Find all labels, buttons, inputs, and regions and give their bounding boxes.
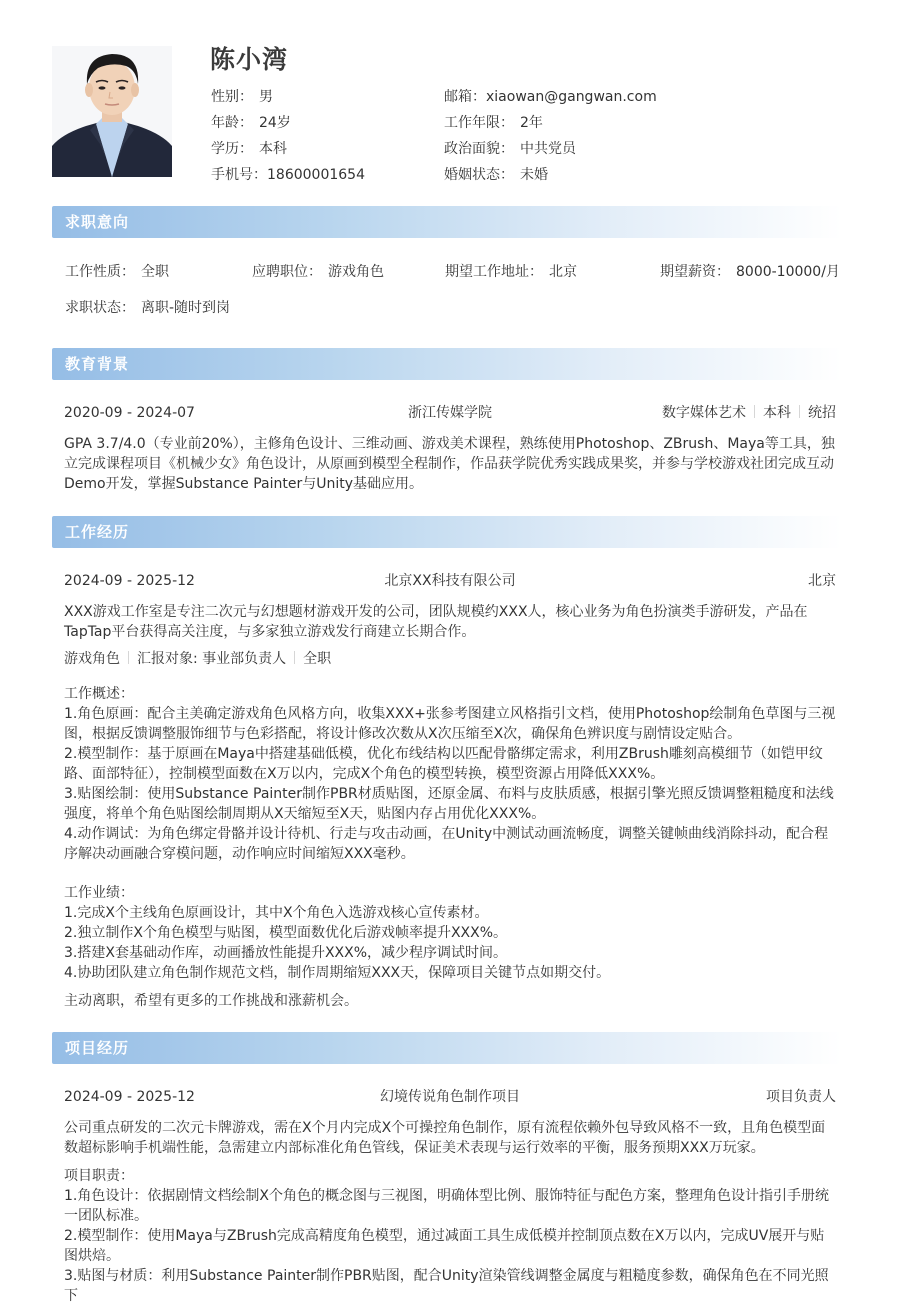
field-age [211,110,365,136]
section-title: 求职意向 [65,213,130,231]
work-achievements-title: 工作业绩： [64,885,134,901]
profile-right-fields [444,84,657,188]
section-header-education [52,348,842,380]
section-header-work [52,516,842,548]
work-overview-item: 4.动作调试：为角色绑定骨骼并设计待机、行走与攻击动画，在Unity中测试动画流畅度，调整关键帧曲线消除抖动，配合程序解决动画融合穿模问题，动作响应时间缩短XXX毫秒。 [64,826,829,862]
education-period: 2020-09 - 2024-07 [64,405,195,421]
work-overview-item: 2.模型制作：基于原画在Maya中搭建基础低模，优化布线结构以匹配骨骼绑定需求，利用ZBrush雕刻高模细节（如铠甲纹路、面部特征），控制模型面数在X万以内，完成X个角色的模型转换，模型资源占用降低XXX%。 [64,746,823,782]
profile-header [52,40,852,183]
intent-value: 游戏角色 [328,264,384,280]
field-marital-status [444,162,657,188]
work-company-intro: XXX游戏工作室是专注二次元与幻想题材游戏开发的公司，团队规模约XXX人，核心业务为角色扮演类手游研发，产品在TapTap平台获得高关注度，与多家独立游戏发行商建立长期合作。 [64,604,808,640]
divider [799,405,800,418]
candidate-name: 陈小湾 [210,45,289,74]
section-title: 项目经历 [65,1039,130,1057]
field-education [211,136,365,162]
work-leave-reason: 主动离职，希望有更多的工作挑战和涨薪机会。 [64,993,358,1009]
field-label: 婚姻状态： [444,167,514,183]
education-degree: 本科 [763,405,791,421]
intent-value: 北京 [549,264,577,280]
field-label: 政治面貌： [444,141,514,157]
field-label: 年龄： [211,115,253,131]
field-value: 24岁 [259,115,291,131]
divider [294,651,295,664]
field-value: xiaowan@gangwan.com [486,89,657,105]
profile-left-fields [211,84,365,188]
project-period: 2024-09 - 2025-12 [64,1089,195,1105]
project-duties-title: 项目职责： [64,1168,134,1184]
work-overview-item: 1.角色原画：配合主美确定游戏角色风格方向，收集XXX+张参考图建立风格指引文档，使用Photoshop绘制角色草图与三视图，根据反馈调整服饰细节与色彩搭配，将设计修改次数从X次压缩至X次，确保角色辨识度与剧情设定贴合。 [64,706,836,742]
field-label: 工作年限： [444,115,514,131]
intent-location [445,262,577,282]
profile-photo [52,46,172,177]
work-overview [64,684,836,864]
field-label: 邮箱： [444,89,486,105]
field-value: 2年 [520,115,543,131]
field-label: 学历： [211,141,253,157]
field-value: 本科 [259,141,287,157]
education-school: 浙江传媒学院 [408,405,492,421]
work-city: 北京 [808,573,836,589]
field-label: 手机号： [211,167,267,183]
work-achievement-item: 1.完成X个主线角色原画设计，其中X个角色入选游戏核心宣传素材。 [64,905,489,921]
work-tag-role: 游戏角色 [64,651,120,667]
intent-status [65,298,230,318]
intent-label: 求职状态： [65,300,135,316]
education-entry-header [64,402,836,424]
work-achievements [64,883,836,983]
intent-label: 工作性质： [65,264,135,280]
work-achievement-item: 2.独立制作X个角色模型与贴图，模型面数优化后游戏帧率提升XXX%。 [64,925,508,941]
project-duties [64,1166,836,1306]
work-period: 2024-09 - 2025-12 [64,573,195,589]
work-achievement-item: 3.搭建X套基础动作库，动画播放性能提升XXX%，减少程序调试时间。 [64,945,508,961]
education-details [662,402,836,424]
field-label: 性别： [211,89,253,105]
work-overview-item: 3.贴图绘制：使用Substance Painter制作PBR材质贴图，还原金属、布料与皮肤质感，根据引擎光照反馈调整粗糙度和法线强度，将单个角色贴图绘制周期从X天缩短至X天，贴图内存占用优化XXX%。 [64,786,834,822]
education-type: 统招 [808,405,836,421]
intent-value: 8000-10000/月 [736,264,840,280]
project-description: 公司重点研发的二次元卡牌游戏，需在X个月内完成X个可操控角色制作，原有流程依赖外包导致风格不一致，且角色模型面数超标影响手机端性能，急需建立内部标准化角色管线，保证美术表现与运行效率的平衡，服务预期XXX万玩家。 [64,1120,826,1156]
field-value: 未婚 [520,167,548,183]
field-political-status [444,136,657,162]
project-duty-item: 3.贴图与材质：利用Substance Painter制作PBR贴图，配合Unity渲染管线调整金属度与粗糙度参数，确保角色在不同光照下 [64,1268,829,1304]
intent-job-type [65,262,169,282]
project-duty-item: 1.角色设计：依据剧情文档绘制X个角色的概念图与三视图，明确体型比例、服饰特征与配色方案，整理角色设计指引手册统一团队标准。 [64,1188,829,1224]
field-work-years [444,110,657,136]
field-phone [211,162,365,188]
section-header-project [52,1032,842,1064]
intent-label: 应聘职位： [252,264,322,280]
section-title: 工作经历 [65,523,130,541]
project-entry-header [64,1086,836,1108]
project-role: 项目负责人 [766,1089,836,1105]
intent-value: 全职 [141,264,169,280]
work-overview-title: 工作概述： [64,686,134,702]
divider [754,405,755,418]
avatar [52,46,172,177]
field-email [444,84,657,110]
section-header-intent [52,206,842,238]
section-title: 教育背景 [65,355,130,373]
work-tag-report-to: 汇报对象: 事业部负责人 [137,651,287,667]
work-achievement-item: 4.协助团队建立角色制作规范文档，制作周期缩短XXX天，保障项目关键节点如期交付。 [64,965,611,981]
field-gender [211,84,365,110]
intent-position [252,262,384,282]
work-entry-header [64,570,836,592]
field-value: 中共党员 [520,141,576,157]
work-tags [64,649,836,669]
intent-value: 离职-随时到岗 [141,300,231,316]
field-value: 男 [259,89,273,105]
education-major: 数字媒体艺术 [662,405,746,421]
intent-label: 期望薪资： [660,264,730,280]
project-duty-item: 2.模型制作：使用Maya与ZBrush完成高精度角色模型，通过减面工具生成低模并控制顶点数在X万以内，完成UV展开与贴图烘焙。 [64,1228,825,1264]
work-tag-type: 全职 [303,651,332,667]
education-description: GPA 3.7/4.0（专业前20%），主修角色设计、三维动画、游戏美术课程，熟练使用Photoshop、ZBrush、Maya等工具，独立完成课程项目《机械少女》角色设计，从原画到模型全程制作，作品获学院优秀实践成果奖，并参与学校游戏社团完成互动Demo开发，掌握Substance Painter与Unity基础应用。 [64,436,835,492]
divider [128,651,129,664]
field-value: 18600001654 [267,167,365,183]
work-company: 北京XX科技有限公司 [384,573,516,589]
project-name: 幻境传说角色制作项目 [380,1089,520,1105]
intent-label: 期望工作地址： [445,264,543,280]
intent-salary [660,262,840,282]
